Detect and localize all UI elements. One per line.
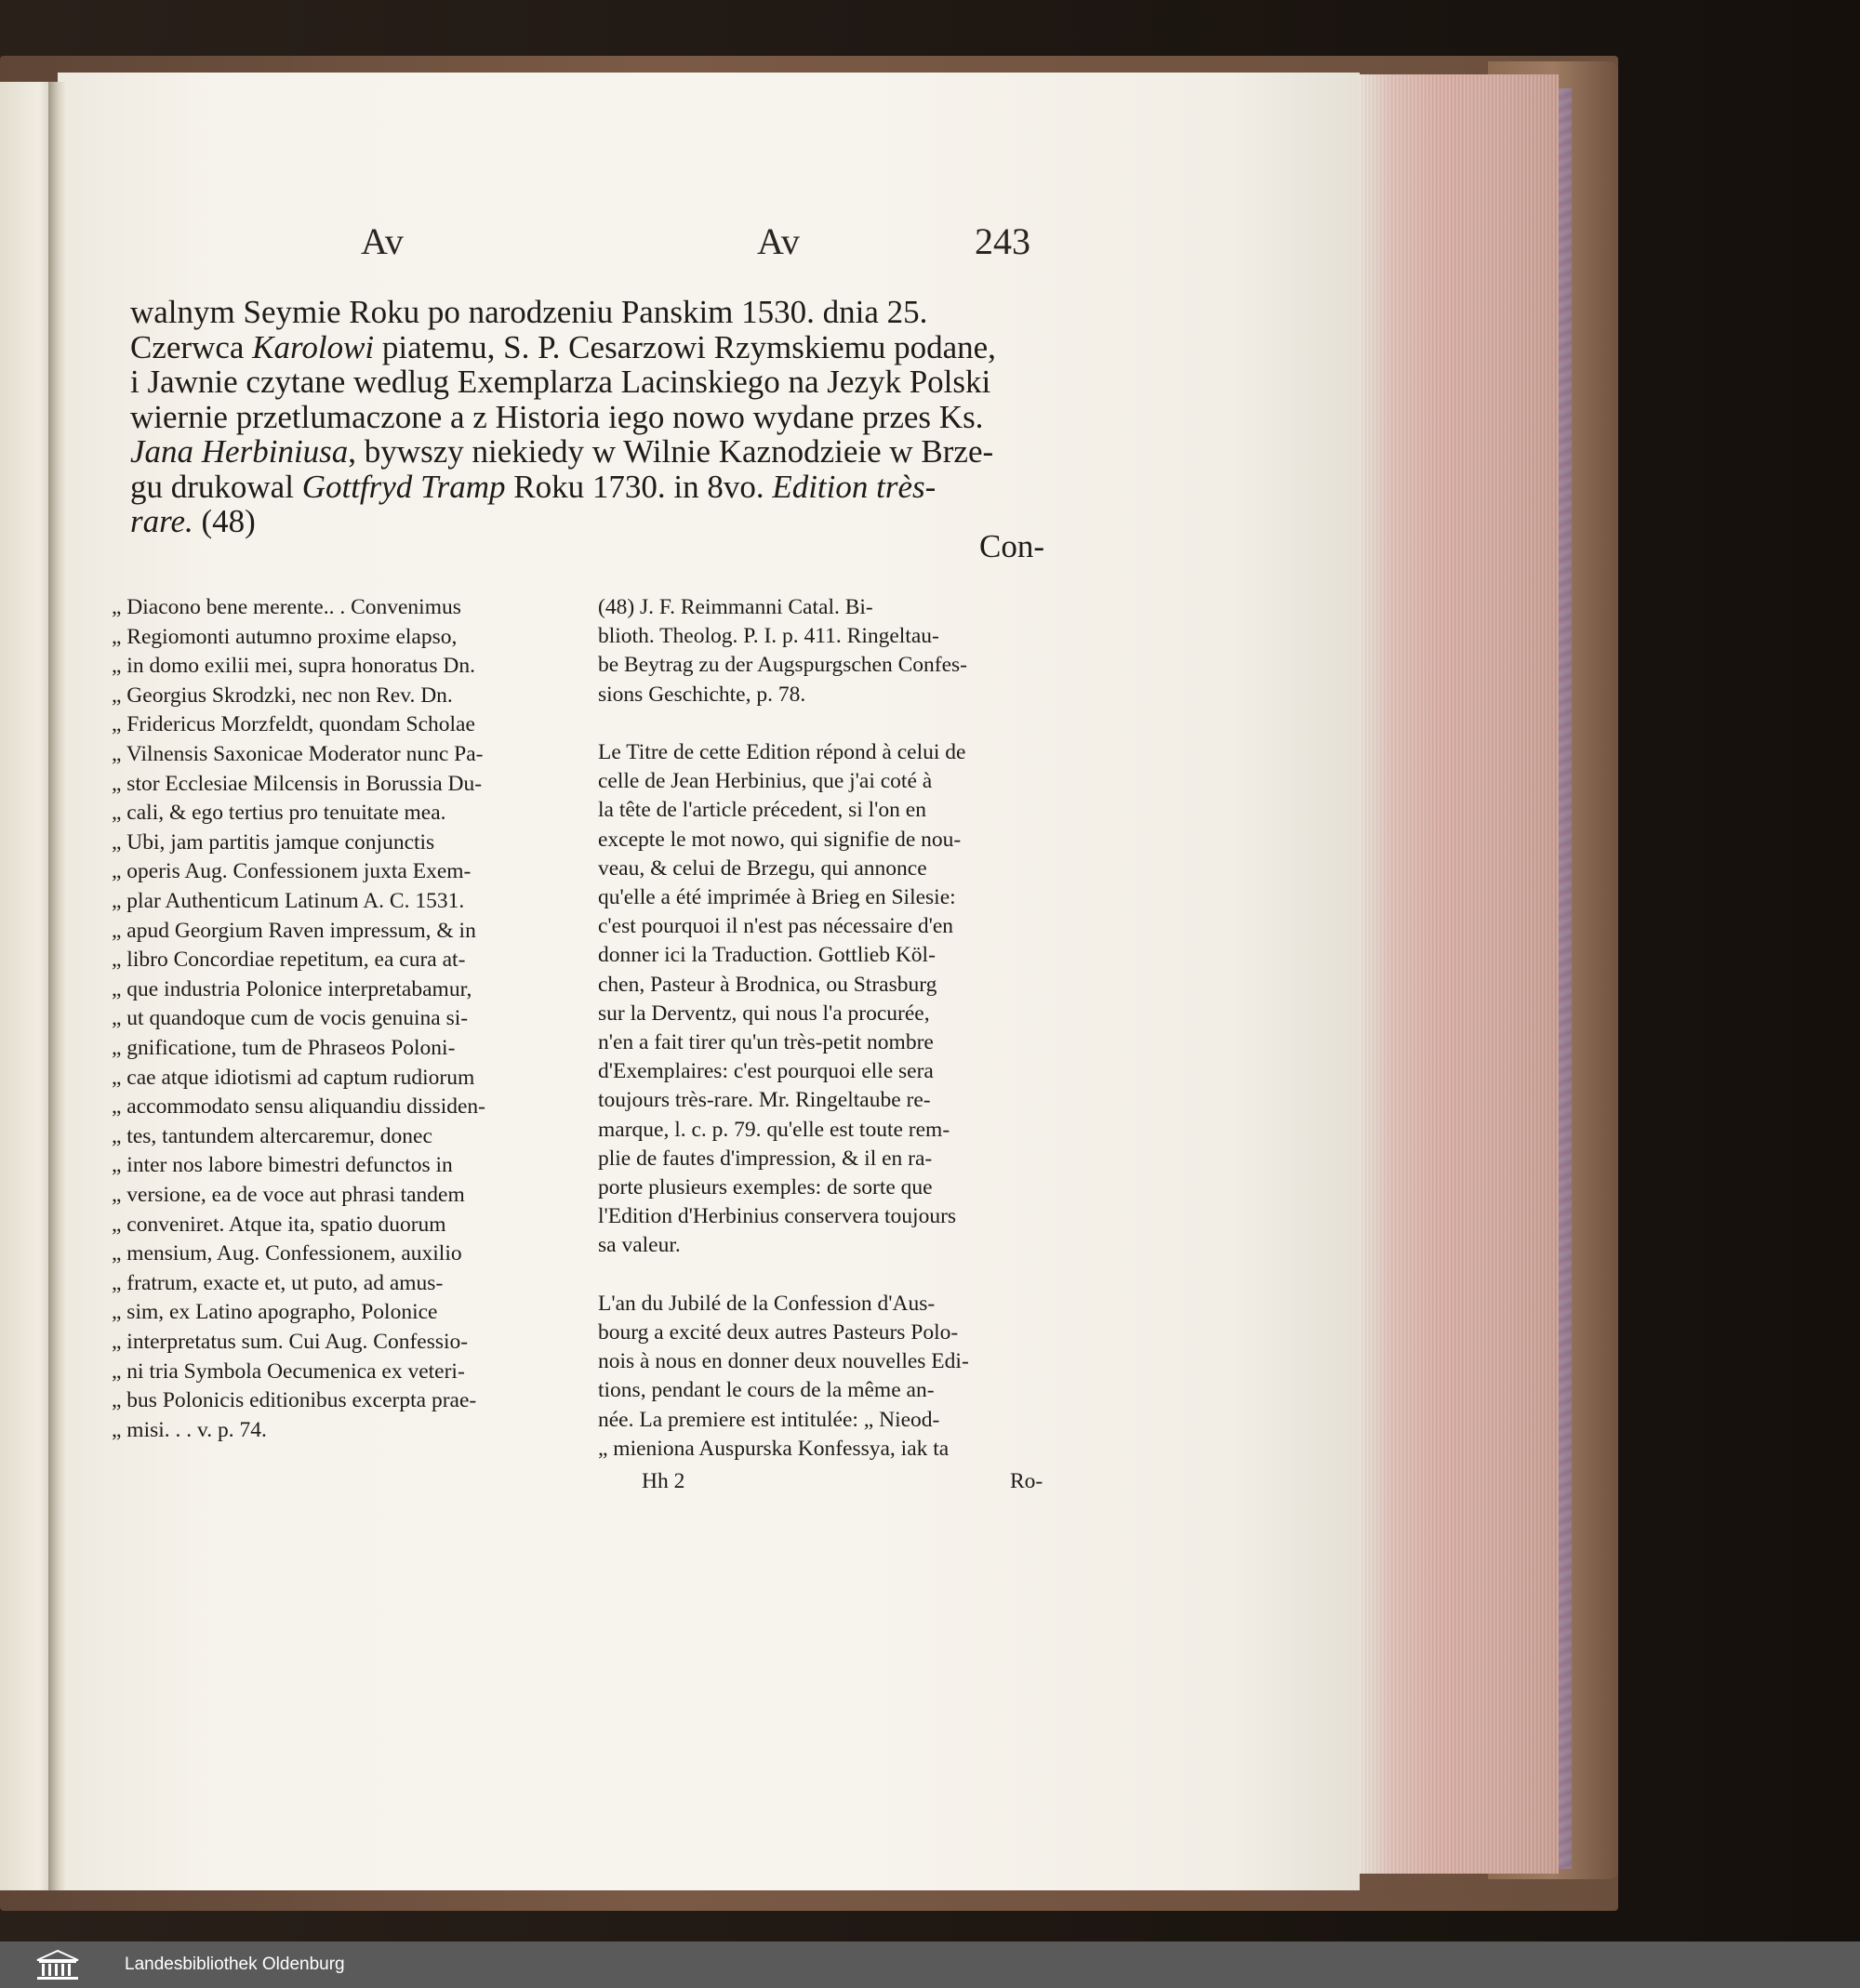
library-name: Landesbibliothek Oldenburg [125, 1955, 345, 1974]
left-col-line: „ ut quandoque cum de vocis genuina si- [112, 1006, 469, 1031]
left-col-line: „ Regiomonti autumno proxime elapso, [112, 624, 458, 649]
left-col-line: „ stor Ecclesiae Milcensis in Borussia Du- [112, 771, 483, 796]
right-col-line: c'est pourquoi il n'est pas nécessaire d'en [598, 914, 954, 939]
left-col-line: „ sim, ex Latino apographo, Polonice [112, 1300, 438, 1325]
right-col-line: qu'elle a été imprimée à Brieg en Silesie: [598, 885, 956, 909]
right-col-line: toujours très-rare. Mr. Ringeltaube re- [598, 1088, 931, 1113]
main-text-line [130, 399, 983, 436]
main-text-line [130, 329, 996, 366]
running-head-left: Av [361, 220, 404, 262]
main-text-segment: , bywszy niekiedy w Wilnie Kaznodzieie w Brze- [348, 433, 994, 470]
main-text-segment: Gottfryd Tramp [301, 468, 506, 505]
left-col-line: „ inter nos labore bimestri defunctos in [112, 1153, 453, 1178]
right-col-line: bourg a excité deux autres Pasteurs Polo- [598, 1320, 959, 1345]
left-col-line: „ ni tria Symbola Oecumenica ex veteri- [112, 1358, 465, 1384]
book-gutter [48, 82, 65, 1890]
right-col-line: l'Edition d'Herbinius conservera toujours [598, 1204, 957, 1229]
main-text-segment: wiernie przetlumaczone a z Historia iego nowo wydane przes Ks. [130, 398, 984, 435]
left-col-line: „ conveniret. Atque ita, spatio duorum [112, 1212, 446, 1237]
left-col-line: „ mensium, Aug. Confessionem, auxilio [112, 1241, 462, 1266]
left-col-line: „ Diacono bene merente.. . Convenimus [112, 595, 461, 619]
left-col-line: „ misi. . . v. p. 74. [112, 1417, 267, 1442]
right-col-line: sions Geschichte, p. 78. [598, 682, 806, 707]
left-col-line: „ apud Georgium Raven impressum, & in [112, 918, 476, 943]
signature-mark: Hh 2 [642, 1469, 685, 1493]
left-page [0, 82, 56, 1890]
main-text-segment: gu drukowal [130, 468, 302, 505]
left-col-line: „ gnificatione, tum de Phraseos Poloni- [112, 1036, 456, 1060]
right-col-line: blioth. Theolog. P. I. p. 411. Ringeltau- [598, 624, 939, 649]
main-text-segment: piatemu, S. P. Cesarzowi Rzymskiemu podane, [374, 328, 996, 365]
main-text-segment: Roku 1730. in 8vo. [505, 468, 773, 505]
right-col-line: nois à nous en donner deux nouvelles Edi- [598, 1349, 969, 1374]
page-number: 243 [975, 220, 1030, 262]
right-col-line: porte plusieurs exemples: de sorte que [598, 1175, 933, 1199]
right-col-line: L'an du Jubilé de la Confession d'Aus- [598, 1291, 936, 1316]
right-col-line: Le Titre de cette Edition répond à celui de [598, 740, 966, 764]
main-text-segment: (48) [193, 503, 256, 539]
main-text-segment: walnym Seymie Roku po narodzeniu Panskim 1530. dnia 25. [130, 294, 928, 330]
right-col-line: be Beytrag zu der Augspurgschen Confes- [598, 653, 968, 678]
left-col-line: „ fratrum, exacte et, ut puto, ad amus- [112, 1270, 444, 1295]
left-col-line: „ bus Polonicis editionibus excerpta prae- [112, 1388, 477, 1413]
right-col-line: „ mieniona Auspurska Konfessya, iak ta [598, 1436, 950, 1461]
right-col-line: donner ici la Traduction. Gottlieb Köl- [598, 943, 936, 968]
left-col-line: „ plar Authenticum Latinum A. C. 1531. [112, 889, 465, 913]
right-col-line: excepte le mot nowo, qui signifie de nou- [598, 827, 962, 852]
right-col-line: sa valeur. [598, 1233, 681, 1258]
right-col-line: plie de fautes d'impression, & il en ra- [598, 1146, 933, 1171]
right-col-line: née. La premiere est intitulée: „ Nieod- [598, 1407, 940, 1432]
main-text-line [130, 294, 927, 331]
library-building-icon [35, 1949, 80, 1981]
main-text-line [130, 469, 936, 506]
right-col-line: tions, pendant le cours de la même an- [598, 1378, 935, 1403]
right-col-line: (48) J. F. Reimmanni Catal. Bi- [598, 595, 873, 619]
catchword-right: Con- [979, 528, 1044, 564]
main-text-segment: Jana Herbiniusa [130, 433, 349, 470]
right-col-line: la tête de l'article précedent, si l'on en [598, 798, 926, 823]
right-col-line: marque, l. c. p. 79. qu'elle est toute rem- [598, 1117, 950, 1142]
left-col-line: „ Ubi, jam partitis jamque conjunctis [112, 829, 435, 855]
right-col-line: d'Exemplaires: c'est pourquoi elle sera [598, 1059, 934, 1084]
left-col-line: „ libro Concordiae repetitum, ea cura at- [112, 948, 466, 973]
left-col-line: „ accommodato sensu aliquandiu dissiden- [112, 1094, 486, 1120]
main-text-line [130, 364, 990, 401]
running-head-center: Av [757, 220, 800, 262]
left-col-line: „ in domo exilii mei, supra honoratus Dn. [112, 654, 475, 679]
catchword-bottom: Ro- [1010, 1469, 1043, 1493]
main-text-segment: Czerwca [130, 328, 253, 365]
main-text-segment: Edition très- [772, 468, 937, 505]
main-text-segment: i Jawnie czytane wedlug Exemplarza Lacinskiego na Jezyk Polski [130, 364, 991, 400]
left-col-line: „ cali, & ego tertius pro tenuitate mea. [112, 801, 446, 826]
left-col-line: „ versione, ea de voce aut phrasi tandem [112, 1183, 465, 1207]
left-col-line: „ operis Aug. Confessionem juxta Exem- [112, 859, 472, 884]
left-col-line: „ cae atque idiotismi ad captum rudiorum [112, 1065, 475, 1090]
right-col-line: celle de Jean Herbinius, que j'ai coté à [598, 769, 933, 794]
right-col-line: n'en a fait tirer qu'un très-petit nombre [598, 1030, 934, 1054]
main-text-segment: rare. [130, 503, 193, 539]
left-col-line: „ Vilnensis Saxonicae Moderator nunc Pa- [112, 742, 484, 766]
right-col-line: veau, & celui de Brzegu, qui annonce [598, 855, 927, 881]
page-edges [1356, 74, 1559, 1874]
left-col-line: „ Georgius Skrodzki, nec non Rev. Dn. [112, 683, 453, 708]
main-text-segment: Karolowi [252, 328, 375, 365]
right-col-line: sur la Derventz, qui nous l'a procurée, [598, 1001, 930, 1026]
right-col-line: chen, Pasteur à Brodnica, ou Strasburg [598, 972, 937, 997]
left-col-line: „ que industria Polonice interpretabamur, [112, 976, 472, 1001]
left-col-line: „ Fridericus Morzfeldt, quondam Scholae [112, 712, 475, 737]
main-text-line [130, 433, 993, 470]
main-text-line [130, 503, 256, 540]
left-col-line: „ interpretatus sum. Cui Aug. Confessio- [112, 1330, 469, 1354]
left-col-line: „ tes, tantundem altercaremur, donec [112, 1123, 432, 1148]
